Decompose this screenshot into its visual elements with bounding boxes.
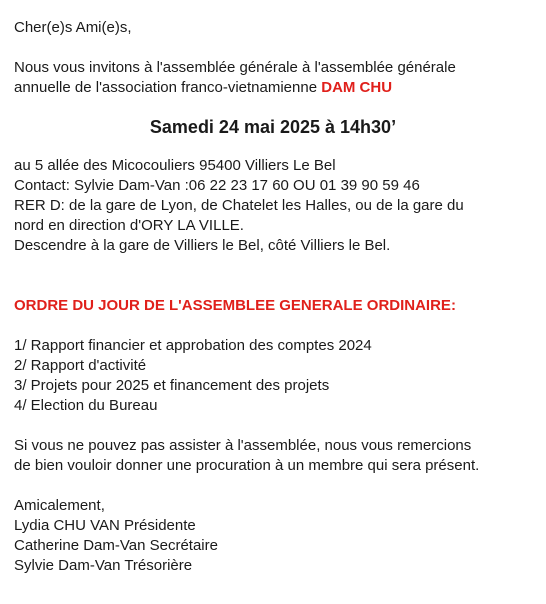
agenda-item: 3/ Projets pour 2025 et financement des projets xyxy=(14,377,330,394)
spacer xyxy=(14,416,546,436)
signatory-president: Lydia CHU VAN Présidente xyxy=(14,517,196,534)
greeting: Cher(e)s Ami(e)s, xyxy=(14,19,132,36)
agenda-item: 2/ Rapport d'activité xyxy=(14,357,147,374)
absence-note-line-1: Si vous ne pouvez pas assister à l'assemblée, nous vous remercions xyxy=(14,437,472,454)
intro-line-2 xyxy=(14,78,546,98)
rer-line-2: nord en direction d'ORY LA VILLE. xyxy=(14,217,244,234)
rer-line-1: RER D: de la gare de Lyon, de Chatelet les Halles, ou de la gare du xyxy=(14,197,464,214)
descend-line: Descendre à la gare de Villiers le Bel, côté Villiers le Bel. xyxy=(14,237,391,254)
event-date: Samedi 24 mai 2025 à 14h30’ xyxy=(149,117,397,137)
agenda-title: ORDRE DU JOUR DE L'ASSEMBLEE GENERALE ORDINAIRE: xyxy=(14,297,456,314)
closing: Amicalement, xyxy=(14,497,105,514)
signatory-secretary: Catherine Dam-Van Secrétaire xyxy=(14,537,218,554)
agenda-item: 1/ Rapport financier et approbation des comptes 2024 xyxy=(14,337,372,354)
spacer xyxy=(14,316,546,336)
absence-note-line-2: de bien vouloir donner une procuration à un membre qui sera présent. xyxy=(14,457,480,474)
spacer xyxy=(14,38,546,58)
association-name: DAM CHU xyxy=(321,79,393,96)
spacer xyxy=(14,276,546,296)
spacer xyxy=(14,476,546,496)
spacer xyxy=(14,256,546,276)
contact-line: Contact: Sylvie Dam-Van :06 22 23 17 60 OU 01 39 90 59 46 xyxy=(14,177,420,194)
agenda-item: 4/ Election du Bureau xyxy=(14,397,158,414)
intro-line-1: Nous vous invitons à l'assemblée générale à l'assemblée générale xyxy=(14,59,456,76)
address-line: au 5 allée des Micocouliers 95400 Villiers Le Bel xyxy=(14,157,336,174)
intro-line-2-text: annuelle de l'association franco-vietnamienne xyxy=(14,79,322,96)
signatory-treasurer: Sylvie Dam-Van Trésorière xyxy=(14,557,193,574)
